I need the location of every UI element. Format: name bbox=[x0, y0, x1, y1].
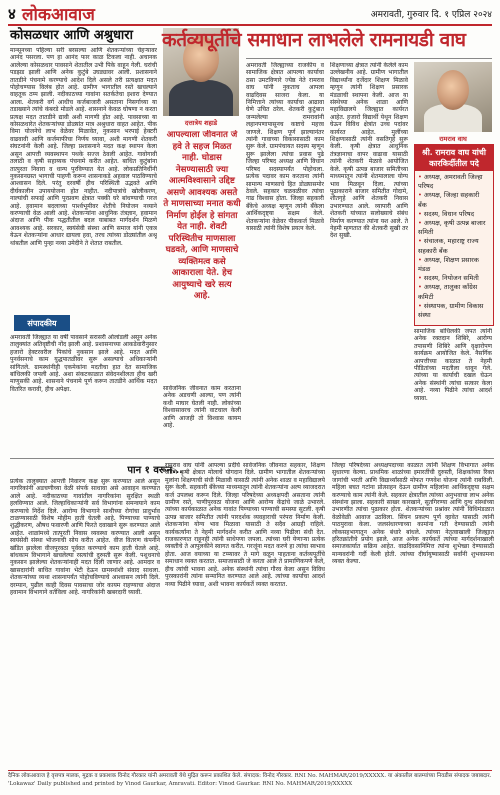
sidebar-item: • अध्यक्ष, अमरावती जिल्हा परिषद bbox=[418, 173, 483, 191]
divider bbox=[10, 458, 494, 459]
middle-article-body: सार्वजनिक जीवनात काम करताना अनेक अडचणी आल्या, पण त्यांनी कधी माघार घेतली नाही. लोकांच्या विश्वासावरच त्यांनी वाटचाल केली आणि आजही तो विश्वास कायम आहे. bbox=[163, 385, 241, 430]
page-header bbox=[8, 2, 492, 26]
sidebar-item: • सदस्य, विधान परिषद bbox=[418, 209, 475, 218]
pull-quote: आपल्याला जीवनात जे हवे ते सहज मिळत नाही. घोडास नेसण्यासाठी ज्या आत्मविश्वासाने उद्दिष्ट असणे आवश्यक असते ते माणसाच्या मनात कधी निर्माण होईल हे सांगता येत नाही. शेवटी परिस्थितीच माणसाला घडवते, आणि माणसाचे व्यक्तिमत्व कसे आकाराला येते. हेच आयुष्याचे खरे सत्य आहे. bbox=[163, 130, 241, 301]
right-article-col-1: अमरावती जिल्ह्याच्या राजकीय व सामाजिक क्षेत्रात आपल्या कार्याचा ठसा उमटविणारे ज्येष्ठ नेते रामराव वाघ यांनी नुकताच आपला वाढदिवस साजरा केला. या निमित्ताने त्यांच्या कार्याचा आढावा घेणे उचित ठरेल. शेतकरी कुटुंबात जन्मलेल्या रामरावांनी लहानपणापासूनच कष्टाचे महत्त्व जाणले. शिक्षण पूर्ण झाल्यानंतर त्यांनी गावाच्या विकासासाठी काम सुरू केले. ग्रामपंचायत सदस्य म्हणून सुरू झालेला त्यांचा प्रवास पुढे जिल्हा परिषद अध्यक्ष आणि विधान परिषद सदस्यापर्यंत पोहोचला. प्रत्येक पदावर काम करताना त्यांनी सामान्य माणसाचे हित डोळ्यासमोर ठेवले. सहकार चळवळीवर त्यांचा गाढ विश्वास होता. जिल्हा सहकारी बँकेचे अध्यक्ष म्हणून त्यांनी बँकेला आर्थिकदृष्ट्या सक्षम केले. शेतकऱ्यांना वेळेवर पीककर्ज मिळावे यासाठी त्यांनी विशेष प्रयत्न केले. bbox=[246, 62, 324, 232]
footer-imprint: दैनिक लोकआवाज हे वृत्तपत्र मालक, मुद्रक व प्रकाशक विनोद गौरकार यांनी अमरावती येथे मुद्रित करून प्रकाशित केले. संपादक: विनोद गौरकार. RNI No. MAHMAR/2019/XXXXX. या अंकातील बातम्यांच्या निवडीस संपादक जबाबदार. bbox=[8, 773, 492, 779]
sidebar-item: • अध्यक्ष, जिल्हा सहकारी बँक bbox=[418, 191, 480, 209]
sidebar-title: श्री. रामराव वाघ यांची कारकिर्दीतील पदे bbox=[415, 145, 493, 171]
photo-caption: रामराव वाघ bbox=[439, 135, 467, 143]
divider bbox=[10, 44, 155, 45]
continuation-col-1: प्रत्येक तालुक्यात आपत्ती निवारण कक्ष सुरू करण्यात आले असून नागरिकांनी अडचणीच्या वेळी संपर्क साधावा असे आवाहन करण्यात आले आहे. नदीकाठच्या गावांतील नागरिकांना सुरक्षित स्थळी हलविण्यात आले. जिल्हाधिकाऱ्यांनी सर्व विभागांना समन्वयाने काम करण्याचे निर्देश दिले. आरोग्य विभागाने साथीच्या रोगांचा प्रादुर्भाव टाळण्यासाठी विशेष मोहीम हाती घेतली आहे. पिण्याच्या पाण्याचे शुद्धीकरण, औषध फवारणी आणि फिरते दवाखाने सुरू करण्यात आले आहेत. शाळांमध्ये तात्पुरती निवास व्यवस्था करण्यात आली असून स्वयंसेवी संस्था भोजनाची सोय करीत आहेत. वीज वितरण कंपनीने खंडित झालेला वीजपुरवठा पूर्ववत करण्याचे काम हाती घेतले आहे. बांधकाम विभागाने खचलेल्या रस्त्यांची दुरुस्ती सुरू केली. पशुधनाचे नुकसान झालेल्या शेतकऱ्यांनाही मदत दिली जाणार आहे. आमदार व खासदारांनी बाधित गावांना भेटी देऊन ग्रामस्थांशी संवाद साधला. शेतकऱ्यांच्या व्यथा शासनापर्यंत पोहोचविण्याचे आश्वासन त्यांनी दिले. दरम्यान, पुढील काही दिवस पावसाचा जोर कायम राहण्याचा अंदाज हवामान विभागाने वर्तविला आहे. नागरिकांनी खबरदारी घ्यावी. bbox=[10, 478, 160, 597]
sidebar-item: • सदस्य, नियोजन समिती bbox=[418, 274, 479, 283]
brand-logo: लोकआवाज bbox=[22, 5, 95, 25]
sidebar-list bbox=[415, 171, 493, 322]
editorial-badge: संपादकीय bbox=[14, 315, 70, 331]
right-article-col-3: सामाजिक बांधिलकी जपत त्यांनी अनेक रक्तदान शिबिरे, आरोग्य तपासणी शिबिरे आणि वृक्षारोपण कार्यक्रम आयोजित केले. नैसर्गिक आपत्तीच्या काळात ते नेहमी पीडितांच्या मदतीला धावून गेले. त्यांच्या या कार्याची दखल घेऊन अनेक संस्थांनी त्यांचा सत्कार केला आहे. नव्या पिढीने त्यांचा आदर्श घ्यावा. bbox=[414, 328, 492, 402]
left-article-body: मान्सूनच्या पहिल्या सरी बरसल्या आणि शेतकऱ्यांच्या चेहऱ्यावर आनंद पसरला. पण हा आनंद फार काळ टिकला नाही. अचानक आलेल्या कोसळधार पावसाने शेतातील उभी पिके वाहून गेली. घरांची पडझड झाली आणि अनेक कुटुंबे उघड्यावर आली. प्रशासनाने तातडीने पंचनामे करण्याचे आदेश दिले असले तरी प्रत्यक्षात मदत पोहोचण्यास विलंब होत आहे. ग्रामीण भागातील रस्ते खचल्याने वाहतूक ठप्प झाली. नदीकाठच्या गावांना सतर्कतेचा इशारा देण्यात आला. शेतकरी वर्ग आधीच कर्जबाजारी असताना निसर्गाच्या या तडाख्याने त्यांचे कंबरडे मोडले आहे. शासनाने केवळ घोषणा न करता प्रत्यक्ष मदत तातडीने द्यावी अशी मागणी होत आहे. पावसाच्या या कोसळधारेत शेतकऱ्यांच्या डोळ्यांत मात्र अश्रुधारा वाहत आहेत. पीक विमा योजनेचे लाभ वेळेवर मिळावेत, नुकसान भरपाई हेक्टरी वाढवावी आणि कर्जमाफीचा निर्णय घ्यावा, अशी मागणी शेतकरी संघटनांनी केली आहे. जिल्हा प्रशासनाने मदत कक्ष स्थापन केला असून आपत्ती व्यवस्थापन पथके सज्ज ठेवली आहेत. गावोगावी तलाठी व कृषी सहाय्यक पंचनामे करीत आहेत. बाधित कुटुंबांना तात्पुरता निवारा व धान्य पुरविण्यात येत आहे. लोकप्रतिनिधींनी नुकसानग्रस्त भागाची पाहणी करून शासनाकडे अहवाल पाठविण्याचे आश्वासन दिले. परंतु दरवर्षी हीच परिस्थिती उद्भवते आणि दीर्घकालीन उपाययोजना होत नाहीत. नदीपात्रांचे खोलीकरण, नाल्यांची सफाई आणि पूरप्रवण क्षेत्रात पक्की घरे बांधण्याची गरज आहे. हवामान बदलाच्या पार्श्वभूमीवर शेतीचे नियोजन नव्याने करण्याची वेळ आली आहे. शेतकऱ्यांना आधुनिक तंत्रज्ञान, हवामान अंदाज आणि पीक पद्धतीतील बदल याबाबत मार्गदर्शन मिळणे आवश्यक आहे. सरकार, स्वयंसेवी संस्था आणि समाज यांनी एकत्र येऊन शेतकऱ्यांना आधार द्यायला हवा, तरच त्यांच्या डोळ्यांतील अश्रू थांबतील आणि पुन्हा नव्या उमेदीने ते शेतात राबतील. bbox=[10, 47, 157, 247]
footer-divider bbox=[8, 770, 492, 771]
continued-marker: पान १ वरून... bbox=[127, 465, 183, 476]
sidebar-item: • संचालक, महाराष्ट्र राज्य सहकारी बँक bbox=[418, 237, 479, 255]
footer-imprint-english: 'Lokawaz' Daily published and printed by Vinod Gaurkar, Amravati. Editor: Vinod Gaurkar. RNI No. MAHMAR/2019/XXXXX bbox=[8, 781, 353, 787]
divider bbox=[246, 58, 492, 59]
editorial-body: अमरावती जिल्ह्यात या वर्षी पावसाने सरासरी ओलांडली असून अनेक तालुक्यांत अतिवृष्टीची नोंद झाली आहे. प्रशासनाच्या आकडेवारीनुसार हजारो हेक्टरवरील पिकांचे नुकसान झाले आहे. मदत आणि पुनर्वसनाचे काम युद्धपातळीवर सुरू असल्याचे अधिकाऱ्यांनी सांगितले. ग्रामस्थांनीही एकमेकांना मदतीचा हात देत सामाजिक बांधिलकी जपली आहे. अशा संकटकाळात संवेदनशीलता हीच खरी माणुसकी आहे. शासनाने पंचनामे पूर्ण करून तातडीने आर्थिक मदत वितरित करावी, हीच अपेक्षा. bbox=[10, 334, 157, 393]
page-number: ४ bbox=[8, 5, 16, 23]
photo-caption: दत्तात्रेय शहाडे bbox=[184, 119, 218, 127]
article-photo-right bbox=[414, 62, 492, 132]
sidebar-item: • अध्यक्ष, कृषी उत्पन्न बाजार समिती bbox=[418, 219, 486, 237]
main-headline: कर्तव्यपूर्तीचे समाधान लाभलेले रामनायडी वाघ bbox=[162, 29, 466, 51]
photo-figure bbox=[169, 80, 233, 116]
continuation-col-3: जिल्हा परिषदेच्या अध्यक्षपदाच्या काळात त्यांनी शिक्षण विभागात अनेक सुधारणा केल्या. प्राथमिक शाळांच्या इमारतींची दुरुस्ती, शिक्षकांच्या रिक्त जागांची भरती आणि विद्यार्थ्यांसाठी मोफत गणवेश योजना त्यांनी राबविली. महिला बचत गटांना प्रोत्साहन देऊन ग्रामीण महिलांना आर्थिकदृष्ट्या सक्षम करण्याचे काम त्यांनी केले. सहकार क्षेत्रातील त्यांच्या अनुभवाचा लाभ अनेक संस्थांना झाला. सहकारी साखर कारखाने, सूतगिरण्या आणि दुग्ध संस्थांच्या उभारणीत त्यांचा पुढाकार होता. शेतकऱ्यांच्या प्रश्नांवर त्यांनी विधिमंडळात वेळोवेळी आवाज उठविला. सिंचन प्रकल्प पूर्ण व्हावेत यासाठी त्यांनी पाठपुरावा केला. जलसंधारणाच्या कामांना गती देण्यासाठी त्यांनी लोकसहभागातून अनेक बंधारे बांधले. त्यांच्या नेतृत्वाखाली जिल्ह्यात हरितक्रांतीचे प्रयोग झाले. आज अनेक कार्यकर्ते त्यांच्या मार्गदर्शनाखाली समाजकार्यात सक्रिय आहेत. वाढदिवसानिमित्त त्यांना शुभेच्छा देण्यासाठी मान्यवरांनी गर्दी केली होती. त्यांच्या दीर्घायुष्यासाठी सर्वांनी शुभकामना व्यक्त केल्या. bbox=[332, 462, 494, 566]
left-article-title: कोसळधार आणि अश्रुधारा bbox=[10, 28, 133, 43]
photo-face bbox=[437, 70, 469, 110]
sidebar-item: • अध्यक्ष, तालुका काँग्रेस कमिटी bbox=[418, 283, 478, 301]
edition-date: अमरावती, गुरुवार दि. १ एप्रिल २०२४ bbox=[370, 10, 492, 20]
right-article-col-2: शिक्षणाच्या क्षेत्रात त्यांनी केलेले काम उल्लेखनीय आहे. ग्रामीण भागातील विद्यार्थ्यांना दर्जेदार शिक्षण मिळावे म्हणून त्यांनी शिक्षण प्रसारक मंडळाची स्थापना केली. आज या संस्थेच्या अनेक शाळा आणि महाविद्यालये जिल्ह्यात कार्यरत आहेत. हजारो विद्यार्थी येथून शिक्षण घेऊन विविध क्षेत्रांत उच्च पदांवर कार्यरत आहेत. मुलींच्या शिक्षणासाठी त्यांनी वसतिगृहे सुरू केली. कृषी क्षेत्रात आधुनिक तंत्रज्ञानाचा वापर वाढावा यासाठी त्यांनी शेतकरी मेळावे आयोजित केले. कृषी उत्पन्न बाजार समितीच्या माध्यमातून त्यांनी शेतमालाला योग्य भाव मिळवून दिला. त्यांच्या पुढाकाराने बाजार समितीत गोदामे, शीतगृहे आणि शेतकरी निवास उभारण्यात आले. व्यापारी आणि शेतकरी यांच्यात सलोख्याचे संबंध निर्माण करण्यात त्यांना यश आले. ते नेहमी म्हणतात की शेतकरी सुखी तर देश सुखी. bbox=[330, 62, 408, 240]
sidebar-item: • अध्यक्ष, शिक्षण प्रसारक मंडळ bbox=[418, 255, 479, 274]
sidebar-item: • संस्थापक, ग्रामीण विकास संस्था bbox=[418, 301, 484, 320]
career-sidebar bbox=[414, 144, 494, 326]
continuation-col-2: रामराव वाघ यांनी आपल्या प्रदीर्घ सार्वजनिक जीवनात सहकार, शिक्षण आणि कृषी क्षेत्रात मोलाचे योगदान दिले. ग्रामीण भागातील शेतकऱ्यांच्या मुलांना शिक्षणाची संधी मिळावी यासाठी त्यांनी अनेक शाळा व महाविद्यालये सुरू केली. सहकारी बँकेच्या माध्यमातून त्यांनी शेतकऱ्यांना अल्प व्याजदरात कर्ज उपलब्ध करून दिले. जिल्हा परिषदेच्या अध्यक्षपदी असताना त्यांनी ग्रामीण रस्ते, पाणीपुरवठा योजना आणि आरोग्य केंद्रांचे जाळे उभारले. त्यांच्या कार्यकाळात अनेक गावांत पिण्याच्या पाण्याची समस्या सुटली. कृषी उत्पन्न बाजार समितीत त्यांनी पारदर्शक व्यवहाराची परंपरा निर्माण केली. शेतकऱ्यांना योग्य भाव मिळावा यासाठी ते सदैव आग्रही राहिले. कार्यकर्त्यांना ते नेहमी मार्गदर्शन करीत आणि नव्या पिढीला संधी देत. राजकारणात राहूनही त्यांनी साधेपणा जपला. त्यांच्या घरी येणाऱ्या प्रत्येक व्यक्तीचे ते आपुलकीने स्वागत करीत. गरजूंना मदत करणे हा त्यांचा स्वभाव होता. आज वयाच्या या टप्प्यावर ते मागे वळून पाहताना कर्तव्यपूर्तीचे समाधान व्यक्त करतात. समाजासाठी जे करता आले ते प्रामाणिकपणे केले, हीच त्यांची भावना आहे. अनेक संस्थांनी त्यांचा गौरव केला असून विविध पुरस्कारांनी त्यांना सन्मानित करण्यात आले आहे. त्यांच्या कार्याचा आदर्श नव्या पिढीने घ्यावा, अशी भावना कार्यकर्ते व्यक्त करतात. bbox=[165, 462, 325, 588]
